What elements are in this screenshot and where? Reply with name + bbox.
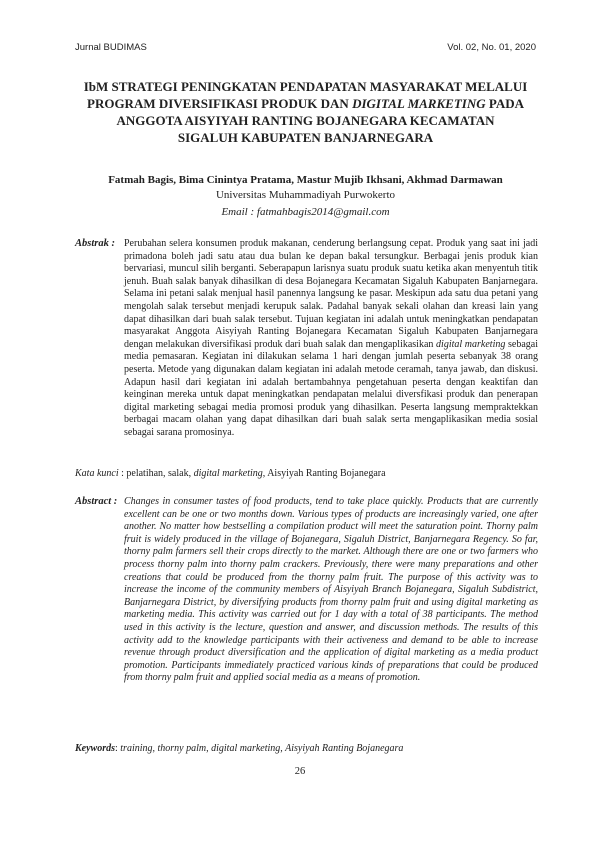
title-line-1: IbM STRATEGI PENINGKATAN PENDAPATAN MASYARAKAT MELALUI [83, 79, 528, 94]
keywords-label: Keywords [75, 743, 115, 754]
abstrak-body [124, 238, 538, 440]
volume-info: Vol. 02, No. 01, 2020 [447, 42, 536, 53]
keywords-line [75, 742, 403, 755]
running-header [75, 42, 536, 53]
abstract-body: Changes in consumer tastes of food products, tend to take place quickly. Products that are currently excellent can be one or two months down. Various types of products are increasingly varied, one after another. No matter how bestselling a compilation product will meet the saturation point. Thorny palm fruit is widely produced in the village of Bojanegara, Sigaluh District, Banjarnegara Regency. So far, thorny palm farmers sell their crops directly to the market. Although there are one or two farmers who process thorny palm into thorny palm crackers. Previously, there were many preparations and other creations that could be produced from the thorny palm fruit. The purpose of this activity was to increase the income of the community members of Aisyiyah Branch Bojanegara, Sigaluh Subdistrict, Banjarnegara District, by diversifying products from thorny palm fruit and using digital marketing as marketing media. This activity was carried out for 1 day with a total of 38 participants. The method used in this activity is the lecture, question and answer, and discussion methods. The results of this activity add to the knowledge participants with their activeness and demand to be able to increase revenue through product diversification and the application of digital marketing as a media product promotion. Participants immediately practiced various kinds of preparations that could be produced from thorny palm fruit and applied social media as a means of promotion. [124, 496, 538, 684]
title-line-2-italic: DIGITAL MARKETING [352, 96, 486, 111]
keywords-sep: : [115, 743, 121, 754]
paper-title [75, 78, 536, 146]
kata-kunci-label: Kata kunci [75, 468, 119, 479]
abstrak-text-italic: digital marketing [436, 338, 506, 350]
abstrak-label: Abstrak : [75, 238, 115, 249]
email-line: Email : fatmahbagis2014@gmail.com [221, 206, 390, 218]
kata-kunci-italic: digital marketing [193, 468, 263, 479]
title-line-4: SIGALUH KABUPATEN BANJARNEGARA [177, 130, 434, 145]
kata-kunci-line [75, 467, 386, 480]
affiliation: Universitas Muhammadiyah Purwokerto [215, 189, 396, 201]
page-number: 26 [294, 766, 306, 777]
kata-kunci-value-tail: , Aisyiyah Ranting Bojanegara [262, 468, 386, 479]
keywords-value: training, thorny palm, digital marketing, Aisyiyah Ranting Bojanegara [120, 743, 404, 754]
title-line-3: ANGGOTA AISYIYAH RANTING BOJANEGARA KECAMATAN [116, 113, 495, 128]
title-line-2-text: PROGRAM DIVERSIFIKASI PRODUK DAN [87, 96, 353, 111]
kata-kunci-value: pelatihan, salak, [126, 468, 194, 479]
journal-name: Jurnal BUDIMAS [75, 42, 147, 53]
abstrak-text-1: Perubahan selera konsumen produk makanan, cenderung berlangsung cepat. Produk yang saat ini jadi primadona boleh jadi satu atau dua bulan ke depan bakal tersungkur. Berbagai jenis produk kian bervariasi, muncul silih berganti. Seberapapun larisnya suatu produk suatu ketika akan menyentuh titik jenuh. Buah salak banyak dihasilkan di desa Bojanegara Kecamatan Sigaluh Kabupaten Banjarnegara. Selama ini petani salak menjual hasil panennya langsung ke pasar. Meskipun ada satu dua petani yang mengolah salak tersebut menjadi kerupuk salak. Padahal banyak sekali olahan dan kreasi lain yang dapat dihasilkan dari buah salak tersebut. Tujuan kegiatan ini adalah untuk meningkatkan pendapatan masyarakat Anggota Aisyiyah Ranting Bojanegara Kecamatan Sigaluh Kabupaten Banjarnegara dengan melakukan diversifikasi produk dari buah salak dan mengaplikasikan [124, 238, 538, 350]
abstract-label: Abstract : [75, 496, 118, 507]
title-line-2-tail: PADA [485, 96, 524, 111]
author-list: Fatmah Bagis, Bima Cinintya Pratama, Mastur Mujib Ikhsani, Akhmad Darmawan [108, 174, 503, 186]
kata-kunci-sep: : [118, 468, 127, 479]
abstrak-text-2: sebagai media pemasaran. Kegiatan ini dilakukan selama 1 hari dengan jumlah peserta sebanyak 38 orang peserta. Metode yang digunakan dalam kegiatan ini adalah metode ceramah, tanya jawab, dan diskusi. Adapun hasil dari kegiatan ini adalah bertambahnya pengetahuan peserta dengan keaktifan dan keinginan mereka untuk dapat meningkatkan pendapatan melalui diversfikasi produk dan penerapan digital marketing sebagai media promosi produk yang dihasilkan. Peserta langsung mempraktekkan berbagai macam olahan yang dapat dihasilkan dari buah salak serta mengaplikasikan media sosial sebagai sarana promosinya. [124, 338, 538, 438]
title-line-2 [75, 95, 536, 112]
